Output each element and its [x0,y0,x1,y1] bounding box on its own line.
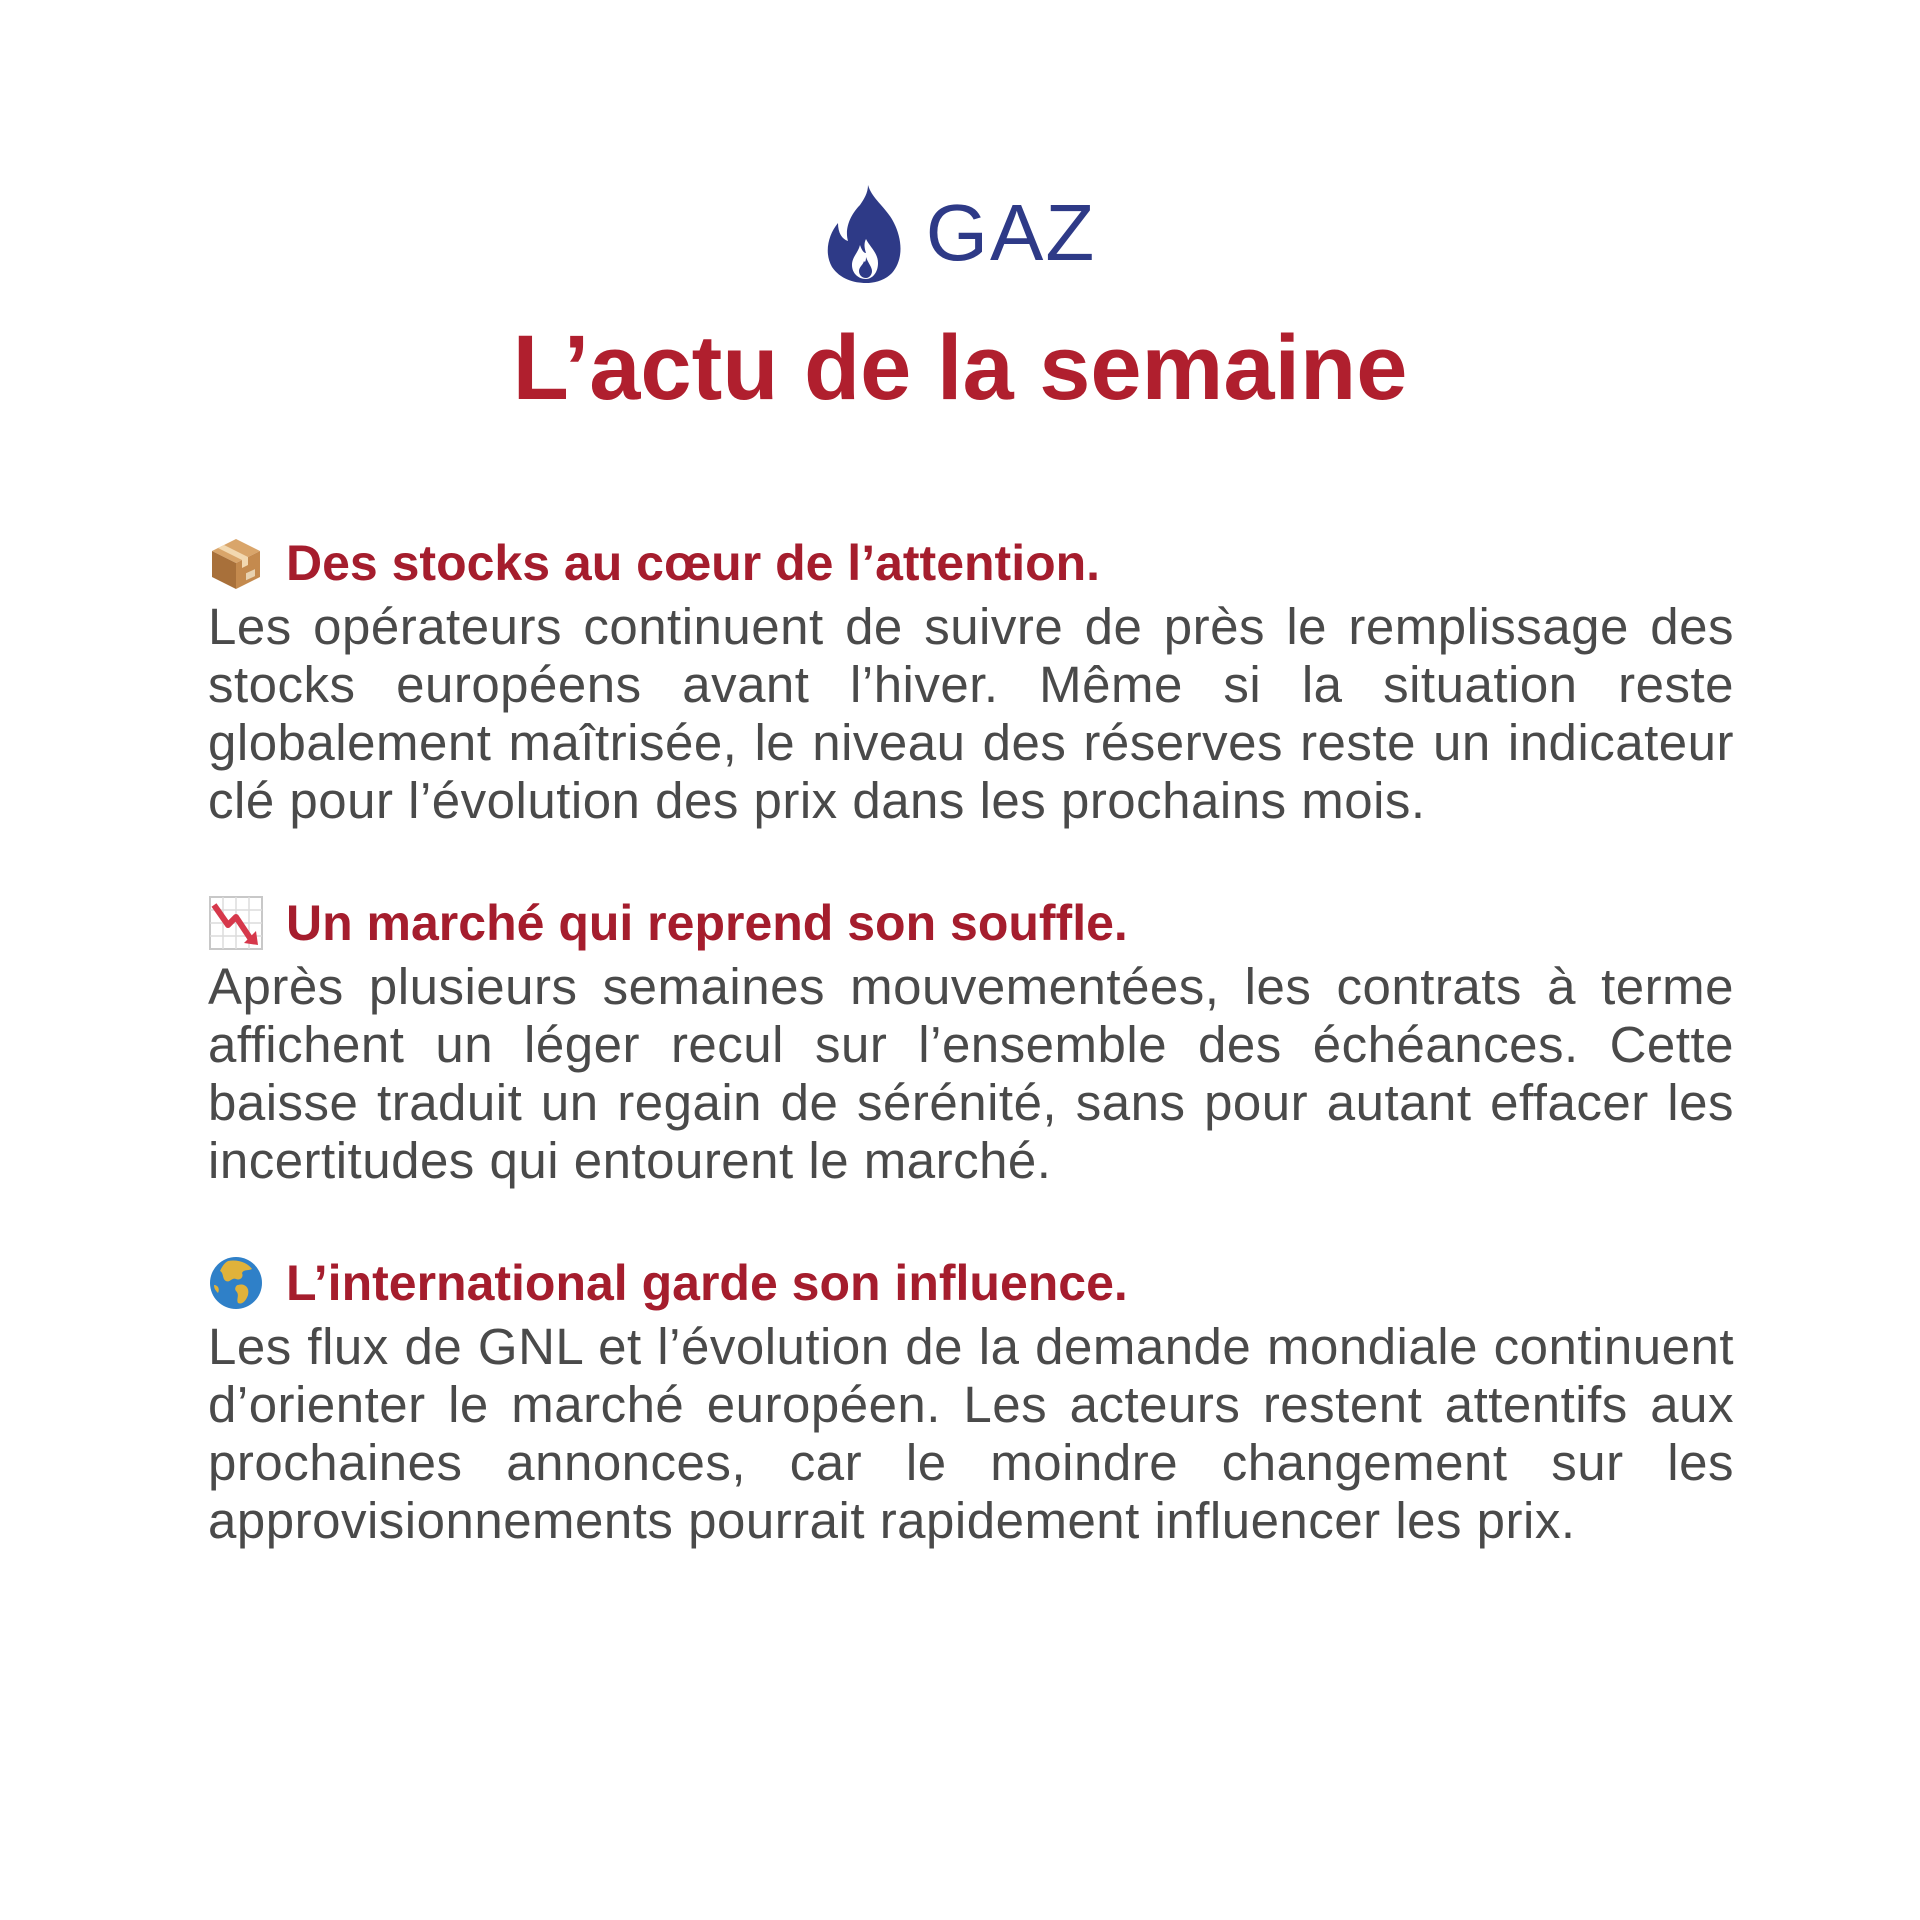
article-international [208,1248,1734,1550]
article-body: Les opérateurs continuent de suivre de près le remplissage des stocks européens avant l’hiver. Même si la situation reste globalement maîtrisée, le niveau des réserves reste un indicateur clé pour l’évolution des prix dans les prochains mois. [208,598,1734,829]
article-list [208,528,1734,1608]
article-market [208,888,1734,1190]
globe-icon [208,1255,264,1311]
article-heading [208,1248,1734,1318]
article-heading [208,528,1734,598]
article-title: L’international garde son influence. [286,1255,1128,1311]
header [0,178,1920,419]
page-title: L’actu de la semaine [512,317,1408,419]
article-title: Un marché qui reprend son souffle. [286,895,1128,951]
flame-icon [824,183,908,283]
category-tag [824,178,1096,288]
article-body: Les flux de GNL et l’évolution de la demande mondiale continuent d’orienter le marché européen. Les acteurs restent attentifs aux prochaines annonces, car le moindre changement sur les approvisionnements pourrait rapidement influencer les prix. [208,1318,1734,1549]
category-label: GAZ [925,188,1097,277]
chart-decreasing-icon [208,895,264,951]
article-heading [208,888,1734,958]
article-body: Après plusieurs semaines mouvementées, les contrats à terme affichent un léger recul sur l’ensemble des échéances. Cette baisse traduit un regain de sérénité, sans pour autant effacer les incertitudes qui entourent le marché. [208,958,1734,1189]
article-stocks [208,528,1734,830]
article-title: Des stocks au cœur de l’attention. [286,535,1101,591]
package-icon [208,535,264,591]
